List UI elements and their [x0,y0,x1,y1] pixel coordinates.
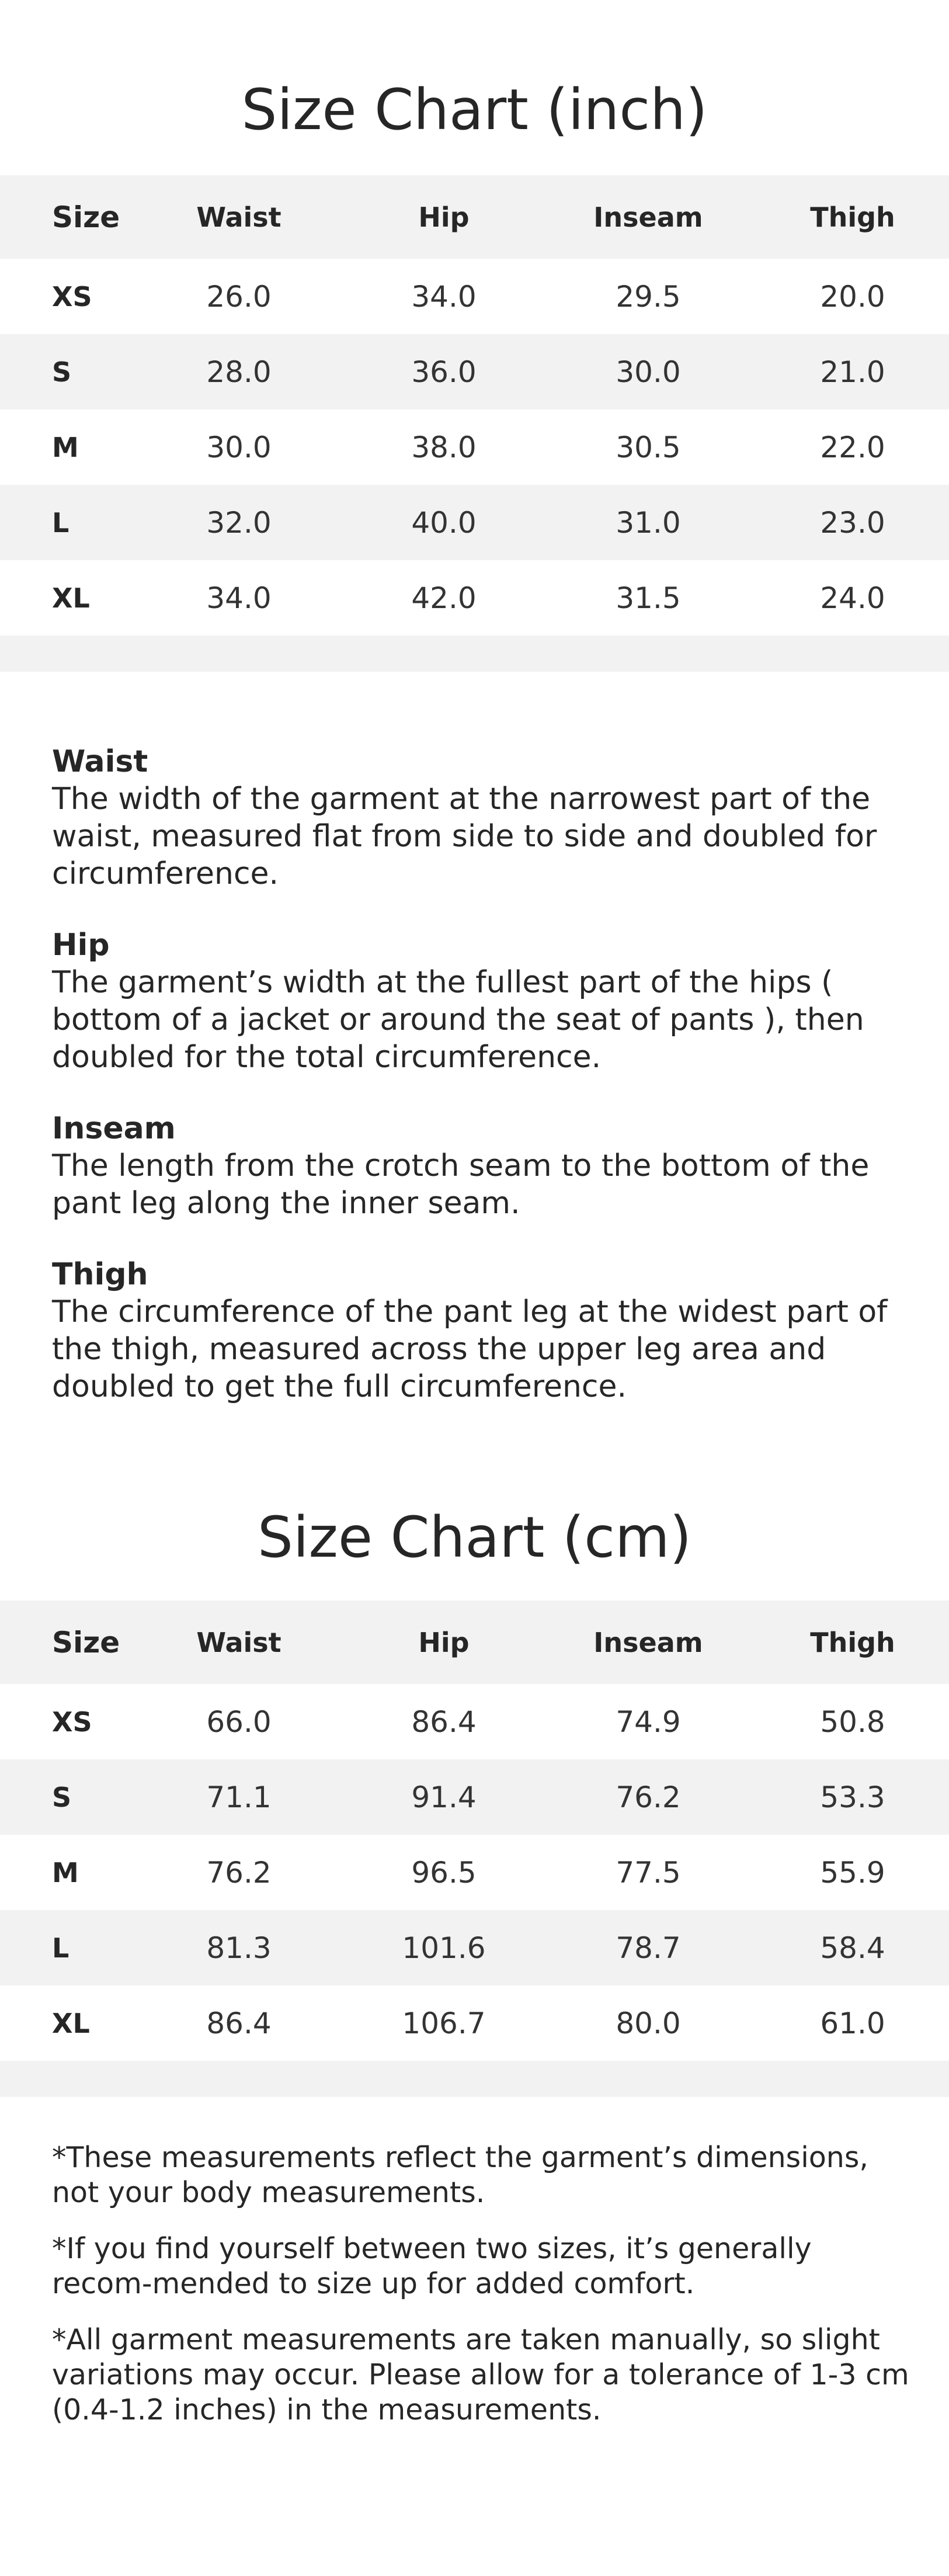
definition-text: The garment’s width at the fullest part of the hips ( bottom of a jacket or around the seat of pants ), then doubled for the total circumference. [52,965,864,1075]
table-footer-band [0,636,949,672]
definition-term: Hip [52,928,110,963]
hip-value: 96.5 [411,1855,477,1890]
column-header-thigh: Thigh [810,201,895,233]
waist-value: 76.2 [206,1855,272,1890]
thigh-value: 21.0 [820,355,885,389]
inseam-value: 30.0 [616,355,681,389]
hip-value: 40.0 [411,505,477,540]
size-label: M [52,431,79,463]
note-tolerance: *All garment measurements are taken manually, so slight variations may occur. Please allow for a tolerance of 1-3 cm (0.4-1.2 inches) in the measurements. [52,2323,909,2426]
thigh-value: 55.9 [820,1855,885,1890]
note-size-up: *If you find yourself between two sizes, it’s generally recom-mended to size up for added comfort. [52,2232,812,2300]
inseam-value: 29.5 [616,279,681,314]
definition-waist [52,743,905,893]
waist-value: 71.1 [206,1780,272,1814]
column-header-waist: Waist [196,1626,281,1658]
hip-value: 38.0 [411,430,477,464]
size-label: L [52,1932,69,1964]
inseam-value: 77.5 [616,1855,681,1890]
column-header-size: Size [52,1625,120,1660]
table-row [0,1759,949,1835]
note-garment-dimensions: *These measurements reflect the garment’s dimensions, not your body measurements. [52,2141,868,2209]
definition-text: The circumference of the pant leg at the widest part of the thigh, measured across the upper leg area and doubled to get the full circumference. [52,1294,888,1404]
size-label: S [52,1781,72,1813]
waist-value: 34.0 [206,581,272,615]
definition-inseam [52,1110,905,1222]
thigh-value: 24.0 [820,581,885,615]
size-label: XL [52,582,90,614]
column-header-waist: Waist [196,201,281,233]
thigh-value: 58.4 [820,1931,885,1965]
definition-term: Waist [52,744,148,779]
table-row [0,334,949,409]
waist-value: 86.4 [206,2006,272,2040]
waist-value: 30.0 [206,430,272,464]
definition-term: Thigh [52,1257,148,1292]
size-label: S [52,356,72,388]
inseam-value: 76.2 [616,1780,681,1814]
table-row [0,1910,949,1985]
thigh-value: 50.8 [820,1704,885,1739]
definition-hip [52,926,905,1076]
column-header-size: Size [52,200,120,234]
column-header-inseam: Inseam [593,1626,703,1658]
table-row [0,259,949,334]
hip-value: 86.4 [411,1704,477,1739]
thigh-value: 22.0 [820,430,885,464]
inseam-value: 31.5 [616,581,681,615]
table-row [0,1835,949,1910]
column-header-hip: Hip [418,1626,470,1658]
column-header-hip: Hip [418,201,470,233]
table-footer-band [0,2061,949,2097]
hip-value: 42.0 [411,581,477,615]
inseam-value: 80.0 [616,2006,681,2040]
hip-value: 34.0 [411,279,477,314]
inseam-value: 31.0 [616,505,681,540]
definition-term: Inseam [52,1111,176,1146]
thigh-value: 20.0 [820,279,885,314]
waist-value: 66.0 [206,1704,272,1739]
measurement-notes [52,2140,910,2449]
table-row [0,485,949,560]
table-row [0,1684,949,1759]
table-header-row [0,1601,949,1684]
size-label: XL [52,2007,90,2039]
table-header-row [0,175,949,259]
hip-value: 36.0 [411,355,477,389]
waist-value: 26.0 [206,279,272,314]
size-chart-cm-title: Size Chart (cm) [257,1505,692,1570]
column-header-thigh: Thigh [810,1626,895,1658]
thigh-value: 23.0 [820,505,885,540]
size-label: XS [52,1706,92,1738]
waist-value: 28.0 [206,355,272,389]
inseam-value: 74.9 [616,1704,681,1739]
waist-value: 32.0 [206,505,272,540]
definition-text: The width of the garment at the narrowest part of the waist, measured flat from side to side and doubled for circumference. [52,782,877,891]
definition-text: The length from the crotch seam to the bottom of the pant leg along the inner seam. [52,1148,870,1221]
hip-value: 106.7 [402,2006,486,2040]
thigh-value: 53.3 [820,1780,885,1814]
table-row [0,1985,949,2061]
size-label: M [52,1856,79,1888]
table-row [0,560,949,636]
size-label: L [52,506,69,539]
size-label: XS [52,280,92,313]
inseam-value: 30.5 [616,430,681,464]
size-table-cm [0,1601,949,2097]
hip-value: 101.6 [402,1931,486,1965]
size-table-inch [0,175,949,672]
inseam-value: 78.7 [616,1931,681,1965]
waist-value: 81.3 [206,1931,272,1965]
thigh-value: 61.0 [820,2006,885,2040]
hip-value: 91.4 [411,1780,477,1814]
column-header-inseam: Inseam [593,201,703,233]
size-chart-inch-title: Size Chart (inch) [241,77,708,143]
definition-thigh [52,1256,905,1405]
table-row [0,409,949,485]
measurement-definitions [52,743,905,1439]
